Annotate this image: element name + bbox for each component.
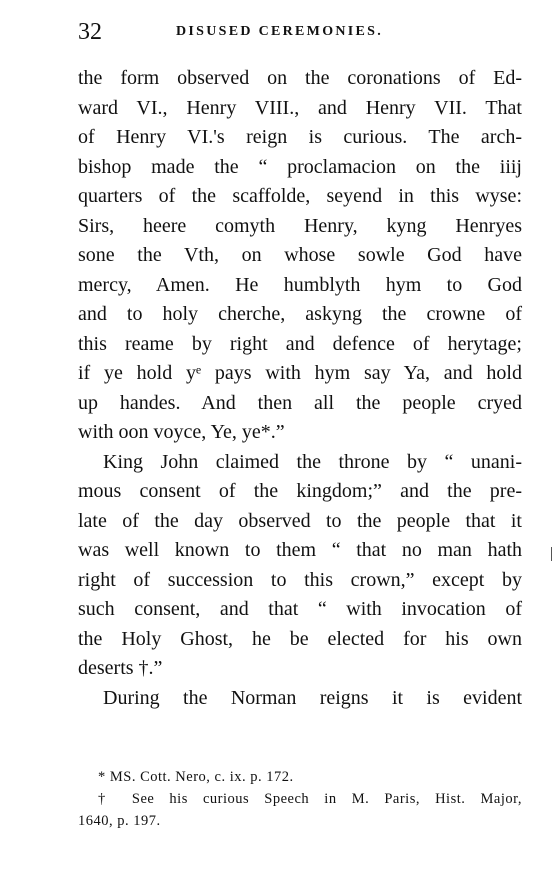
text-line: this reame by right and defence of herytage;	[78, 332, 522, 355]
text-line: up handes. And then all the people cryed	[78, 391, 522, 414]
text-line: ward VI., Henry VIII., and Henry VII. That	[78, 96, 522, 119]
page-number: 32	[78, 19, 102, 45]
text-line: bishop made the “ proclamacion on the iiij	[78, 155, 522, 178]
text-line: with oon voyce, Ye, ye*.”	[78, 421, 285, 443]
text-line: quarters of the scaffolde, seyend in this wyse:	[78, 185, 522, 207]
page-header	[78, 18, 528, 48]
text-line: late of the day observed to the people that it	[78, 509, 522, 532]
body-text	[78, 64, 522, 713]
footnote-1: * MS. Cott. Nero, c. ix. p. 172.	[98, 769, 294, 785]
text-line: Sirs, heere comyth Henry, kyng Henryes	[78, 214, 522, 237]
text-line: the Holy Ghost, he be elected for his own	[78, 627, 522, 650]
running-head: DISUSED CEREMONIES.	[176, 24, 384, 39]
text-line: mercy, Amen. He humblyth hym to God	[78, 273, 522, 296]
text-line: King John claimed the throne by “ unani-	[103, 450, 522, 473]
text-line: sone the Vth, on whose sowle God have	[78, 244, 522, 266]
text-line: and to holy cherche, askyng the crowne of	[78, 303, 522, 325]
text-line: if ye hold yᵉ pays with hym say Ya, and hold	[78, 362, 522, 384]
margin-mark	[551, 547, 552, 561]
text-line: During the Norman reigns it is evident	[103, 686, 522, 709]
text-line: deserts †.”	[78, 657, 163, 679]
text-line: of Henry VI.'s reign is curious. The arch-	[78, 126, 522, 148]
text-line: such consent, and that “ with invocation of	[78, 598, 522, 620]
footnotes	[78, 766, 522, 832]
footnote-2-continuation: 1640, p. 197.	[78, 813, 161, 829]
footnote-2: † See his curious Speech in M. Paris, Hist. Major,	[98, 791, 522, 807]
text-line: was well known to them “ that no man hath	[78, 539, 522, 561]
text-line: mous consent of the kingdom;” and the pre-	[78, 480, 522, 502]
text-line: right of succession to this crown,” except by	[78, 568, 522, 591]
text-line: the form observed on the coronations of Ed-	[78, 67, 522, 89]
